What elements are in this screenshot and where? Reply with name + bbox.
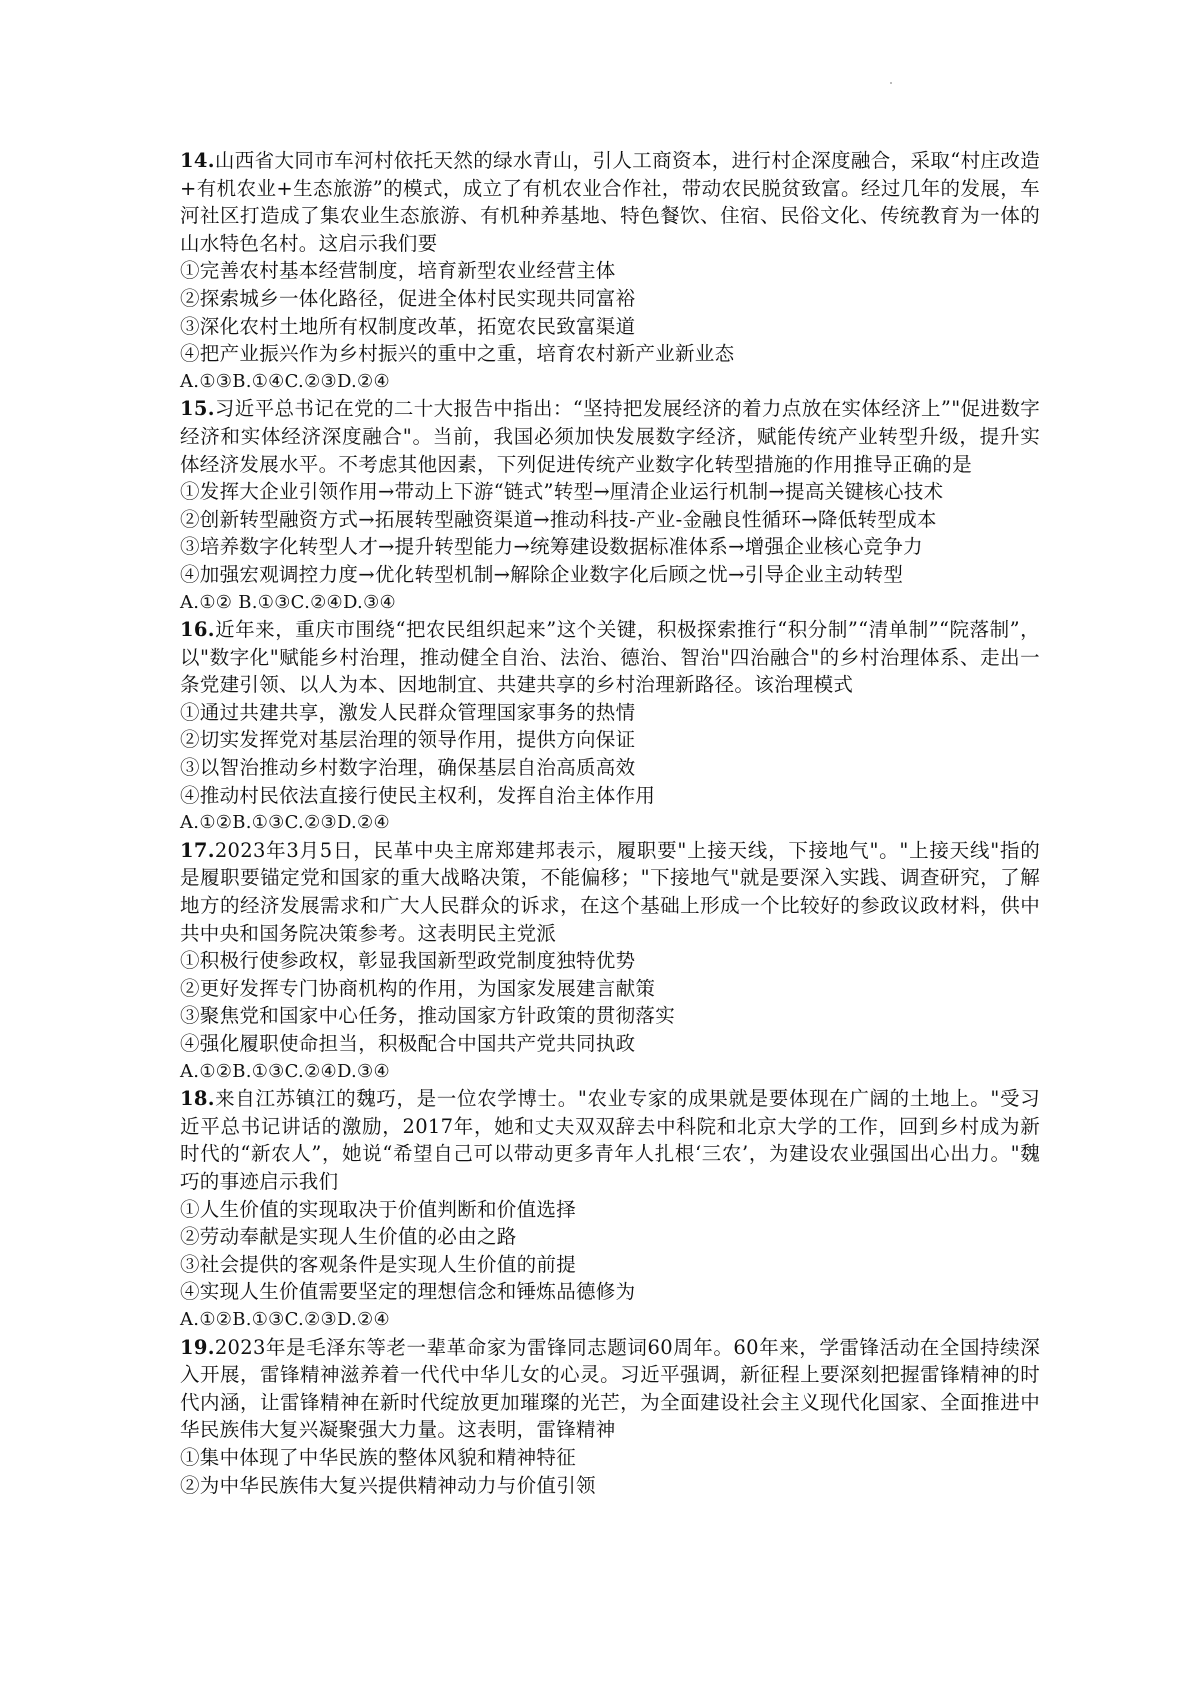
statement-option: ④推动村民依法直接行使民主权利，发挥自治主体作用 — [180, 783, 656, 807]
statement-option: ②探索城乡一体化路径，促进全体村民实现共同富裕 — [180, 286, 636, 310]
statement-option: ④把产业振兴作为乡村振兴的重中之重，培育农村新产业新业态 — [180, 342, 735, 366]
question-number: 15. — [180, 397, 215, 421]
question-number: 14. — [180, 149, 215, 172]
answer-choices: A.①②B.①③C.②③D.②④ — [180, 1308, 390, 1330]
question-stem — [180, 147, 1040, 257]
question-stem — [180, 837, 1040, 947]
question-14 — [180, 147, 1040, 395]
statement-option: ④强化履职使命担当，积极配合中国共产党共同执政 — [180, 1032, 636, 1055]
statement-option: ④加强宏观调控力度→优化转型机制→解除企业数字化后顾之忧→引导企业主动转型 — [180, 562, 904, 586]
statement-option: ②创新转型融资方式→拓展转型融资渠道→推动科技-产业-金融良性循环→降低转型成本 — [180, 507, 937, 531]
statement-option: ②劳动奉献是实现人生价值的必由之路 — [180, 1225, 517, 1249]
question-19 — [180, 1334, 1040, 1500]
statement-option: ③深化农村土地所有权制度改革，拓宽农民致富渠道 — [180, 314, 636, 338]
answer-choices: A.①②B.①③C.②③D.②④ — [180, 812, 390, 834]
question-stem — [180, 1085, 1040, 1195]
answer-choices: A.①③B.①④C.②③D.②④ — [180, 370, 390, 392]
question-number: 16. — [180, 618, 215, 642]
statement-option: ①人生价值的实现取决于价值判断和价值选择 — [180, 1197, 577, 1221]
statement-option: ②更好发挥专门协商机构的作用，为国家发展建言献策 — [180, 976, 656, 1000]
statement-option: ②为中华民族伟大复兴提供精神动力与价值引领 — [180, 1473, 596, 1497]
statement-option: ①完善农村基本经营制度，培育新型农业经营主体 — [180, 259, 616, 283]
question-text: 2023年是毛泽东等老一辈革命家为雷锋同志题词60周年。60年来，学雷锋活动在全国持续深入开展，雷锋精神滋养着一代代中华儿女的心灵。习近平强调，新征程上要深刻把握雷锋精神的时代内涵，让雷锋精神在新时代绽放更加璀璨的光芒，为全面建设社会主义现代化国家、全面推进中华民族伟大复兴凝聚强大力量。这表明，雷锋精神 — [180, 1335, 1040, 1442]
statement-option: ③培养数字化转型人才→提升转型能力→统筹建设数据标准体系→增强企业核心竞争力 — [180, 535, 923, 559]
statement-option: ②切实发挥党对基层治理的领导作用，提供方向保证 — [180, 728, 636, 752]
statement-option: ③社会提供的客观条件是实现人生价值的前提 — [180, 1252, 577, 1276]
statement-option: ③以智治推动乡村数字治理，确保基层自治高质高效 — [180, 756, 636, 780]
question-text: 山西省大同市车河村依托天然的绿水青山，引人工商资本，进行村企深度融合，采取“村庄改造+有机农业+生态旅游”的模式，成立了有机农业合作社，带动农民脱贫致富。经过几年的发展，车河社区打造成了集农业生态旅游、有机种养基地、特色餐饮、住宿、民俗文化、传统教育为一体的山水特色名村。这启示我们要 — [180, 149, 1040, 255]
answer-choices: A.①② B.①③C.②④D.③④ — [180, 591, 396, 613]
statement-option: ①通过共建共享，激发人民群众管理国家事务的热情 — [180, 700, 636, 724]
question-text: 近年来，重庆市围绕“把农民组织起来”这个关键，积极探索推行“积分制”“清单制”“院落制”，以"数字化"赋能乡村治理，推动健全自治、法治、德治、智治"四治融合"的乡村治理体系、走出一条党建引领、以人为本、因地制宜、共建共享的乡村治理新路径。该治理模式 — [180, 618, 1040, 697]
question-list — [180, 147, 1040, 1499]
question-number: 19. — [180, 1335, 215, 1359]
question-stem — [180, 395, 1040, 478]
answer-choices: A.①②B.①③C.②④D.③④ — [180, 1060, 390, 1082]
question-number: 18. — [180, 1087, 215, 1111]
scan-speck — [890, 82, 892, 84]
question-text: 习近平总书记在党的二十大报告中指出：“坚持把发展经济的着力点放在实体经济上”"促进数字经济和实体经济深度融合"。当前，我国必须加快发展数字经济，赋能传统产业转型升级，提升实体经济发展水平。不考虑其他因素，下列促进传统产业数字化转型措施的作用推导正确的是 — [180, 397, 1040, 476]
question-stem — [180, 1334, 1040, 1444]
question-stem — [180, 616, 1040, 699]
question-15 — [180, 395, 1040, 616]
statement-option: ③聚焦党和国家中心任务，推动国家方针政策的贯彻落实 — [180, 1004, 676, 1028]
statement-option: ①集中体现了中华民族的整体风貌和精神特征 — [180, 1445, 577, 1469]
question-text: 来自江苏镇江的魏巧，是一位农学博士。"农业专家的成果就是要体现在广阔的土地上。"受习近平总书记讲话的激励，2017年，她和丈夫双双辞去中科院和北京大学的工作，回到乡村成为新时代的“新农人”，她说“希望自己可以带动更多青年人扎根‘三农’，为建设农业强国出心出力。"魏巧的事迹启示我们 — [180, 1087, 1040, 1193]
statement-option: ④实现人生价值需要坚定的理想信念和锤炼品德修为 — [180, 1280, 636, 1304]
question-18 — [180, 1085, 1040, 1333]
question-number: 17. — [180, 838, 215, 862]
statement-option: ①积极行使参政权，彰显我国新型政党制度独特优势 — [180, 949, 636, 973]
question-16 — [180, 616, 1040, 837]
question-text: 2023年3月5日，民革中央主席郑建邦表示，履职要"上接天线，下接地气"。"上接天线"指的是履职要锚定党和国家的重大战略决策，不能偏移；"下接地气"就是要深入实践、调查研究，了解地方的经济发展需求和广大人民群众的诉求，在这个基础上形成一个比较好的参政议政材料，供中共中央和国务院决策参考。这表明民主党派 — [180, 838, 1040, 945]
statement-option: ①发挥大企业引领作用→带动上下游“链式”转型→厘清企业运行机制→提高关键核心技术 — [180, 480, 944, 504]
question-17 — [180, 837, 1040, 1085]
